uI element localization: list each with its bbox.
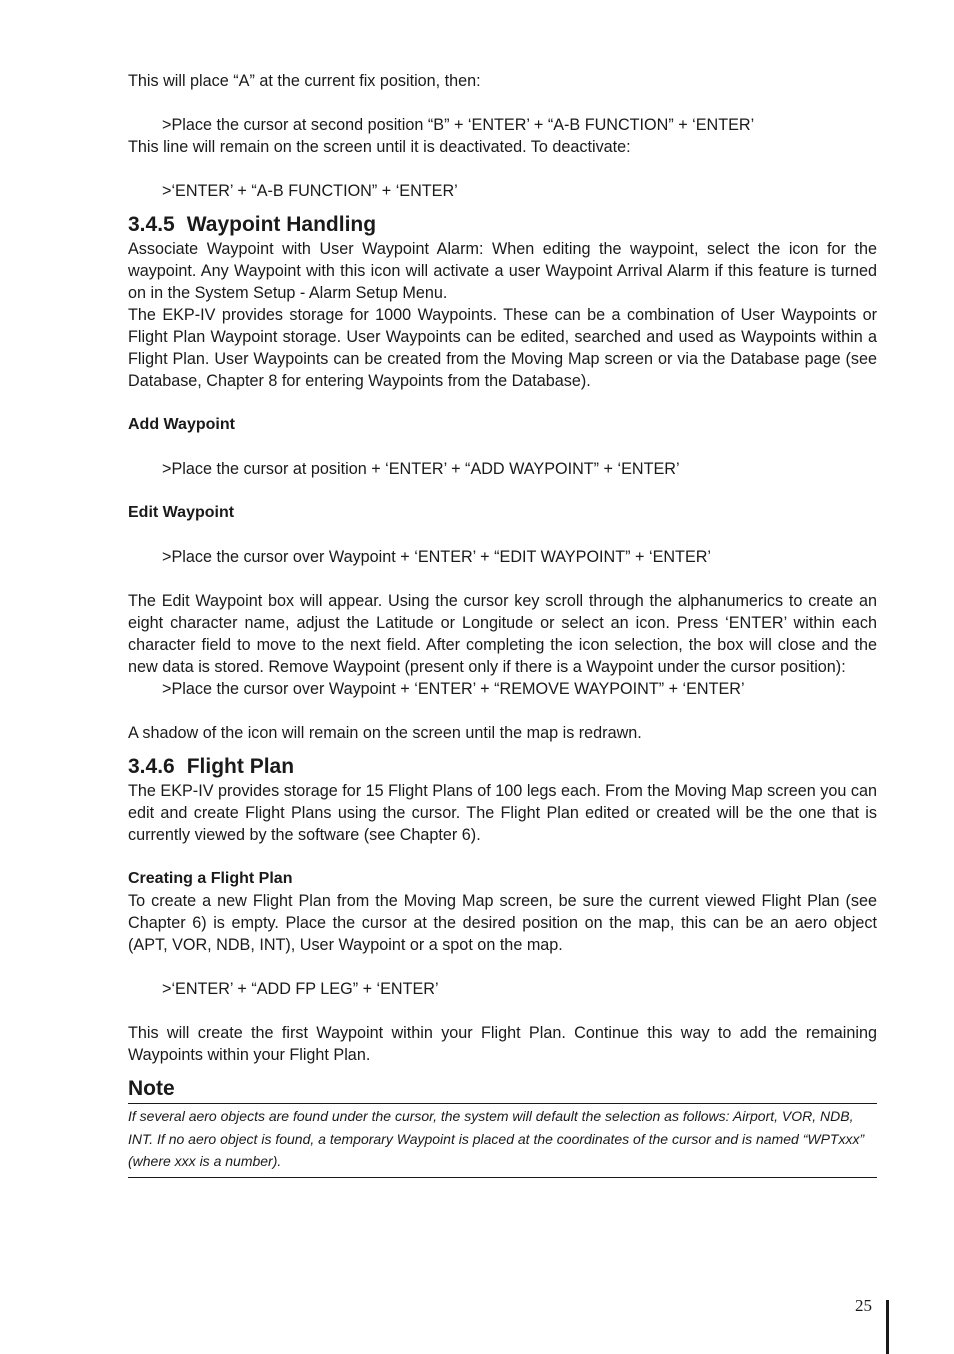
document-page — [128, 70, 877, 1178]
section-number: 3.4.5 — [128, 213, 175, 236]
edit-waypoint-paragraph: The Edit Waypoint box will appear. Using the cursor key scroll through the alphanumerics to create an eight character name, adjust the Latitude or Longitude or select an icon. Press ‘ENTER’ within each character field to move to the next field. After completing the icon selection, the box will close and the new data is stored. Remove Waypoint (present only if there is a Waypoint under the cursor position): — [128, 592, 877, 676]
creating-flight-plan-paragraph: To create a new Flight Plan from the Moving Map screen, be sure the current viewed Flight Plan (see Chapter 6) is empty. Place the cursor at the desired position on the map, this can be an aero object (APT, VOR, NDB, INT), User Waypoint or a spot on the map. — [128, 892, 877, 954]
subheading-add-waypoint: Add Waypoint — [128, 416, 235, 433]
note-title: Note — [128, 1076, 877, 1104]
flightplan-paragraph-1: The EKP-IV provides storage for 15 Flight Plans of 100 legs each. From the Moving Map screen you can edit and create Flight Plans using the cursor. The Flight Plan edited or created will be the one that is currently viewed by the software (see Chapter 6). — [128, 782, 877, 844]
intro-paragraph: This will place “A” at the current fix position, then: — [128, 72, 481, 90]
note-box — [128, 1076, 877, 1178]
command-line-2: >‘ENTER’ + “A-B FUNCTION” + ‘ENTER’ — [162, 182, 458, 200]
intro-paragraph-2: This line will remain on the screen until it is deactivated. To deactivate: — [128, 138, 631, 156]
waypoint-paragraph-2: The EKP-IV provides storage for 1000 Waypoints. These can be a combination of User Waypoints or Flight Plan Waypoint storage. User Waypoints can be edited, searched and used as Waypoints within a Flight Plan. User Waypoints can be created from the Moving Map screen or via the Database page (see Database, Chapter 8 for entering Waypoints from the Database). — [128, 306, 877, 390]
edit-waypoint-command: >Place the cursor over Waypoint + ‘ENTER’ + “EDIT WAYPOINT” + ‘ENTER’ — [162, 548, 712, 566]
page-number: 25 — [855, 1296, 872, 1315]
page-edge-bar — [886, 1300, 889, 1354]
add-waypoint-command: >Place the cursor at position + ‘ENTER’ + “ADD WAYPOINT” + ‘ENTER’ — [162, 460, 680, 478]
section-title: Flight Plan — [186, 755, 295, 778]
section-title: Waypoint Handling — [186, 213, 377, 236]
subheading-creating-flight-plan: Creating a Flight Plan — [128, 870, 293, 887]
section-heading-waypoint — [128, 212, 877, 238]
waypoint-paragraph-1: Associate Waypoint with User Waypoint Alarm: When editing the waypoint, select the icon for the waypoint. Any Waypoint with this icon will activate a user Waypoint Arrival Alarm if this feature is turned on in the System Setup - Alarm Setup Menu. — [128, 240, 877, 302]
continue-paragraph: This will create the first Waypoint within your Flight Plan. Continue this way to add the remaining Waypoints within your Flight Plan. — [128, 1024, 877, 1064]
subheading-edit-waypoint: Edit Waypoint — [128, 504, 235, 521]
command-line: >Place the cursor at second position “B” + ‘ENTER’ + “A-B FUNCTION” + ‘ENTER’ — [162, 116, 755, 134]
section-heading-flight-plan — [128, 754, 877, 780]
add-fp-leg-command: >‘ENTER’ + “ADD FP LEG” + ‘ENTER’ — [162, 980, 439, 998]
remove-waypoint-command: >Place the cursor over Waypoint + ‘ENTER’ + “REMOVE WAYPOINT” + ‘ENTER’ — [162, 680, 745, 698]
shadow-paragraph: A shadow of the icon will remain on the screen until the map is redrawn. — [128, 724, 642, 742]
note-text: If several aero objects are found under the cursor, the system will default the selection as follows: Airport, VOR, NDB, INT. If no aero object is found, a temporary Waypoint is placed at the coordinates of the cursor and is named “WPTxxx” (where xxx is a number). — [128, 1104, 877, 1178]
section-number: 3.4.6 — [128, 755, 175, 778]
